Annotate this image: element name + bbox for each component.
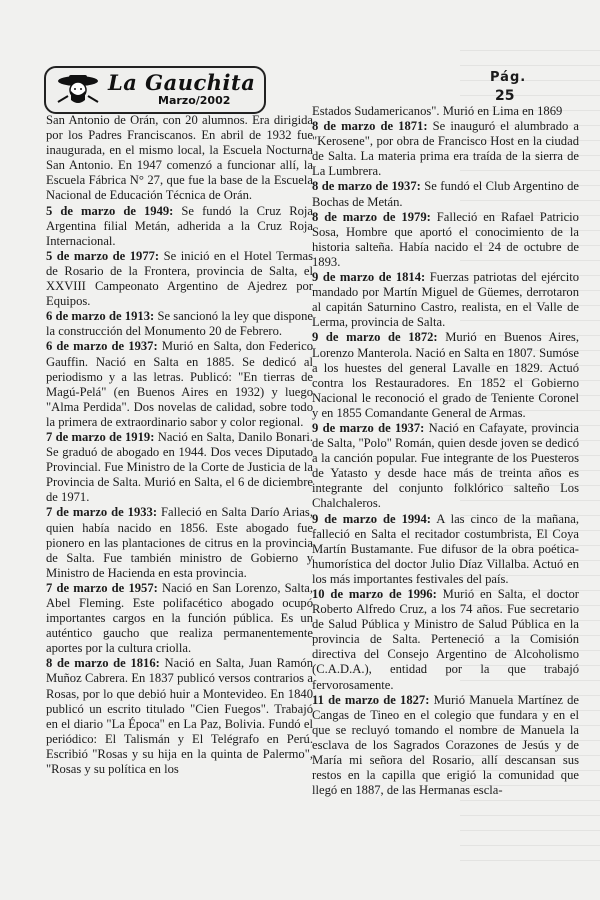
entry-date: 7 de marzo de 1957: bbox=[46, 580, 158, 595]
entry: 7 de marzo de 1933: Falleció en Salta Darío Arias, quien había nacido en 1856. Este abogado fue pionero en las plantaciones de citrus en la provincia de Salta. Fue también ministro de Gobierno y Ministro de Hacienda en esta provincia. bbox=[46, 505, 313, 580]
entry-date: 9 de marzo de 1814: bbox=[312, 270, 426, 285]
entry: 8 de marzo de 1816: Nació en Salta, Juan Ramón Muñoz Cabrera. En 1837 publicó versos contrarios a Rosas, por lo que debió huir a Montevideo. En 1840 publicó un escrito titulado "Cien Fuegos". Trabajó en el diario "La Época" en La Paz, Bolivia. Fundó el periódico: El Talismán y El Telégrafo en Perú. Escribió "Rosas y su hija en la quinta de Palermo", "Rosas y su política en los bbox=[46, 656, 313, 777]
entry: 9 de marzo de 1937: Nació en Cafayate, provincia de Salta, "Polo" Román, quien desde joven se dedicó a la canción popular. Fue integrante de los Puesteros de Yatasto y desde hace más de treinta años es integrante del conjunto folklórico salteño Los Chalchaleros. bbox=[312, 420, 580, 511]
gaucho-logo-icon bbox=[54, 72, 102, 108]
entry-date: 5 de marzo de 1949: bbox=[46, 203, 174, 218]
right-column bbox=[312, 104, 579, 798]
entry: 10 de marzo de 1996: Murió en Salta, el doctor Roberto Alfredo Cruz, a los 74 años. Fue secretario de Salud Pública y Ministro de Salud Pública en la provincia de Salta. Perteneció a la Comisión directiva del Consejo Argentino de Alcoholismo (C.A.D.A.), entidad por la que trabajó fervorosamente. bbox=[312, 587, 579, 692]
page-label: Pág. bbox=[490, 70, 527, 85]
left-column bbox=[46, 113, 313, 777]
entry: 8 de marzo de 1937: Se fundó el Club Argentino de Bochas de Metán. bbox=[312, 179, 579, 209]
entry-date: 9 de marzo de 1937: bbox=[312, 420, 425, 435]
entry: 8 de marzo de 1979: Falleció en Rafael Patricio Sosa, Hombre que aportó el conocimiento de la historia salteña. Había nacido el 24 de octubre de 1893. bbox=[312, 209, 579, 269]
entry-date: 9 de marzo de 1994: bbox=[312, 511, 431, 526]
entry: 9 de marzo de 1994: A las cinco de la mañana, falleció en Salta el recitador costumbrista, El Coya Martín Bustamante. Fue difusor de la obra poética-humorística del doctor Julio Díaz Villalba. Actuó en los más importantes festivales del país. bbox=[312, 511, 579, 586]
entry-date: 7 de marzo de 1919: bbox=[46, 429, 155, 444]
entry-date: 8 de marzo de 1871: bbox=[312, 119, 428, 134]
page-number: 25 bbox=[495, 88, 515, 104]
entry-date: 5 de marzo de 1977: bbox=[46, 248, 160, 263]
entry: Estados Sudamericanos". Murió en Lima en 1869 bbox=[312, 104, 563, 118]
entry: 5 de marzo de 1949: Se fundó la Cruz Roja Argentina filial Metán, adherida a la Cruz Roja Internacional. bbox=[46, 203, 313, 248]
entry: 6 de marzo de 1937: Murió en Salta, don Federico Gauffin. Nació en Salta en 1885. Se dedicó al periodismo y a las letras. Publicó: "En tierras de Magú-Pelá" (en Buenos Aires en 1932) y luego "Alma Perdida". Dos novelas de calidad, sobre todo la primera de extraordinario sabor y color regional. bbox=[46, 339, 313, 429]
entry: 11 de marzo de 1827: Murió Manuela Martínez de Cangas de Tineo en el colegio que fundara y en el que se recluyó tomando el nombre de Manuela la esclava de los Sagrados Corazones de Jesús y de María mi señora del Rosario, allí descansan sus restos en la capilla que erigió la comunidad que llegó en 1887, de las Hermanas escla- bbox=[312, 692, 579, 798]
entry-date: 6 de marzo de 1913: bbox=[46, 309, 155, 324]
entry: 5 de marzo de 1977: Se inició en el Hotel Termas de Rosario de la Frontera, provincia de Salta, el XXVIII Campeonato Argentino de Ajedrez por Equipos. bbox=[46, 248, 313, 309]
entry: 7 de marzo de 1957: Nació en San Lorenzo, Salta, Abel Fleming. Este polifacético abogado ocupó importantes cargos en la función pública. Es un auténtico gaucho que realiza permanentemente aportes por la cultura criolla. bbox=[46, 580, 313, 656]
entry-date: 11 de marzo de 1827: bbox=[312, 692, 430, 707]
entry-date: 8 de marzo de 1937: bbox=[312, 179, 421, 194]
entry-date: 9 de marzo de 1872: bbox=[312, 330, 438, 345]
entry: 8 de marzo de 1871: Se inauguró el alumbrado a "Kerosene", por obra de Francisco Host en la ciudad de Salta. La materia prima era traída de la sierra de La Lumbrera. bbox=[312, 119, 579, 179]
entry-date: 8 de marzo de 1816: bbox=[46, 656, 160, 671]
entry: 7 de marzo de 1919: Nació en Salta, Danilo Bonari. Se graduó de abogado en 1944. Dos veces Diputado Provincial. Fue Ministro de la Corte de Justicia de la Provincia de Salta. Murió en Salta, el 6 de diciembre de 1971. bbox=[46, 429, 313, 505]
entry: 9 de marzo de 1872: Murió en Buenos Aires, Lorenzo Manterola. Nació en Salta en 1807. Sumóse a los huestes del general Lavalle en 1829. Actuó contra los Restauradores. En 1852 el Gobierno Nacional le reconoció el grado de Teniente Coronel y en 1855 Comandante General de Armas. bbox=[312, 330, 579, 420]
entry: 6 de marzo de 1913: Se sancionó la ley que dispone la construcción del Monumento 20 de Febrero. bbox=[46, 309, 313, 339]
issue-date: Marzo/2002 bbox=[158, 94, 231, 107]
entry-date: 6 de marzo de 1937: bbox=[46, 339, 158, 354]
entry-date: 7 de marzo de 1933: bbox=[46, 505, 158, 520]
masthead-title: La Gauchita bbox=[108, 70, 256, 95]
entry-date: 8 de marzo de 1979: bbox=[312, 209, 431, 224]
entry: 9 de marzo de 1814: Fuerzas patriotas del ejército mandado por Martín Miguel de Güemes, derrotaron al capitán Saturnino Castro, realista, en el Valle de Lerma, provincia de Salta. bbox=[312, 270, 579, 330]
entry-date: 10 de marzo de 1996: bbox=[312, 587, 437, 601]
masthead bbox=[44, 66, 266, 114]
entry: San Antonio de Orán, con 20 alumnos. Era dirigida por los Padres Franciscanos. En abril de 1932 fue inaugurada, en el mismo local, la Escuela Nocturna San Antonio. En 1947 comenzó a funcionar allí, la Escuela Fábrica N° 27, que fue la base de la Escuela Nacional de Educación Técnica de Orán. bbox=[46, 113, 313, 203]
